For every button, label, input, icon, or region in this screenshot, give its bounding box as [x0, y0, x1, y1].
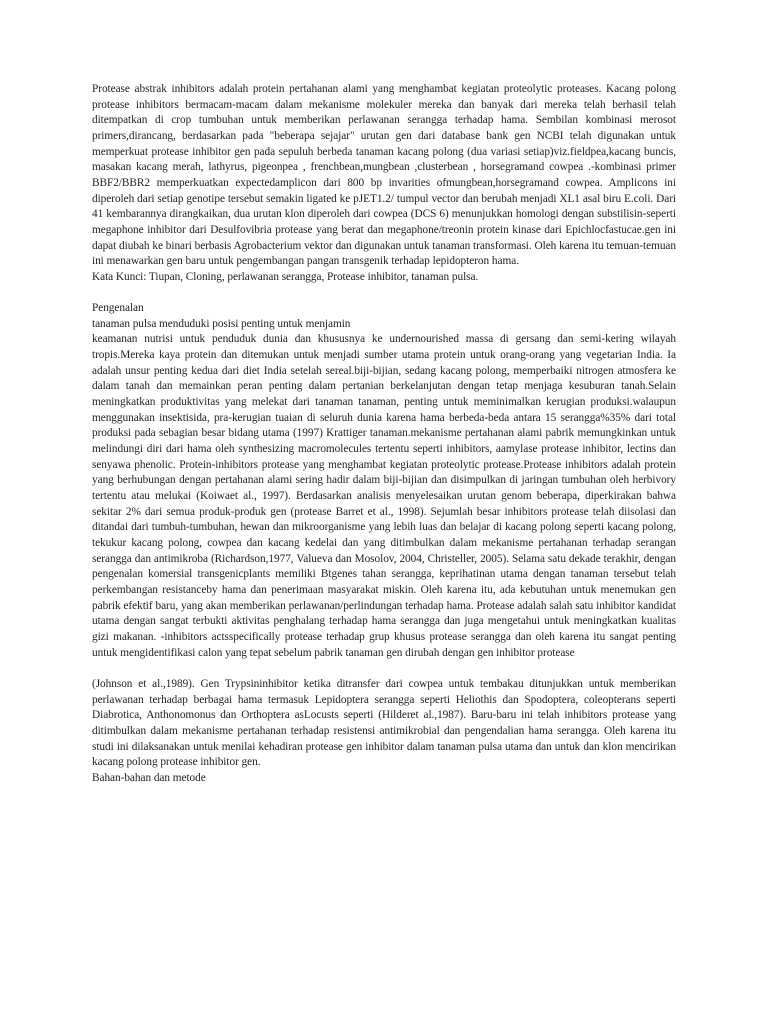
abstract-paragraph: Protease abstrak inhibitors adalah protein pertahanan alami yang menghambat kegiatan proteolytic proteases. Kacang polong protease inhibitors bermacam-macam dalam mekanisme molekuler mereka dan banyak dari mereka telah berhasil telah ditempatkan di crop tumbuhan untuk memberikan perlawanan serangga terhadap hama. Sembilan kombinasi merosot primers,dirancang, berdasarkan pada "beberapa sejajar" urutan gen dari database bank gen NCBI telah digunakan untuk memperkuat protease inhibitor gen pada sepuluh berbeda tanaman kacang polong (dua variasi setiap)viz.fieldpea,kacang buncis, masakan kacang merah, lathyrus, pigeonpea , frenchbean,mungbean ,clusterbean , horsegramand cowpea .-kombinasi primer BBF2/BBR2 memperkuatkan expectedamplicon dari 800 bp invarities ofmungbean,horsegramand cowpea. Amplicons ini diperoleh dari setiap genotipe tersebut semakin ligated ke pJET1.2/ tumpul vector dan berubah menjadi XL1 asal biru E.coli. Dari 41 kembarannya dirangkaikan, dua urutan klon diperoleh dari cowpea (DCS 6) menunjukkan homologi dengan substilisin-seperti megaphone inhibitor dari Desulfovibria protease yang berat dan megaphone/treonin protein kinase dari Epichlocfastucae.gen ini dapat diubah ke binari berbasis Agrobacterium vektor dan digunakan untuk tanaman transformasi. Oleh karena itu temuan-temuan ini menawarkan gen baru untuk pengembangan pangan transgenik terhadap lepidopteron hama. — [92, 83, 676, 268]
intro-lead-line: tanaman pulsa menduduki posisi penting untuk menjamin — [92, 317, 351, 330]
intro-heading: Pengenalan — [92, 302, 144, 315]
methods-heading: Bahan-bahan dan metode — [92, 771, 206, 784]
document-page — [92, 82, 676, 787]
intro-paragraph-2: (Johnson et al.,1989). Gen Trypsininhibitor ketika ditransfer dari cowpea untuk tembakau ditunjukkan untuk memberikan perlawanan terhadap berbagai hama termasuk Lepidoptera serangga seperti Heliothis dan Spodoptera, coleopterans seperti Diabrotica, Anthonomonus dan Orthoptera asLocusts seperti (Hilderet al.,1987). Baru-baru ini telah inhibitors protease yang ditimbulkan dalam mekanisme pertahanan terhadap resistensi antimikrobial dan pengendalian hama serangga. Oleh karena itu studi ini dilaksanakan untuk menilai kehadiran protease gen inhibitor dalam tanaman pulsa utama dan untuk dan klon mencirikan kacang polong protease inhibitor gen. — [92, 677, 676, 769]
intro-paragraph-1: keamanan nutrisi untuk penduduk dunia dan khususnya ke undernourished massa di gersang dan semi-kering wilayah tropis.Mereka kaya protein dan ditemukan untuk menjadi sumber utama protein untuk orang-orang yang vegetarian India. Ia adalah unsur penting kedua dari diet India setelah sereal.biji-bijian, sedang kacang polong, memperbaiki nitrogen atmosfera ke dalam tanah dan memainkan peran penting dalam pertanian berkelanjutan dengan tetap menjaga kesuburan tanah.Selain meningkatkan produktivitas yang melekat dari tanaman tanaman, penting untuk meminimalkan kerugian produksi.walaupun menggunakan insektisida, pra-kerugian tuaian di seluruh dunia karena hama berbeda-beda antara 15 serangga%35% dari total produksi pada sebagian besar bidang utama (1997) Krattiger tanaman.mekanisme pertahanan alami pabrik memungkinkan untuk melindungi diri dari hama oleh synthesizing macromolecules tertentu seperti inhibitors, aamylase protease inhibitor, lectins dan senyawa phenolic. Protein-inhibitors protease yang menghambat kegiatan proteolytic protease.Protease inhibitors adalah protein yang berhubungan dengan pertahanan alami sering hadir dalam biji-bijian dan disimpulkan di jaringan tumbuhan oleh herbivory tertentu atau melukai (Koiwaet al., 1997). Berdasarkan analisis menyelesaikan urutan genom beberapa, diperkirakan bahwa sekitar 2% dari semua produk-produk gen (protease Barret et al., 1998). Sejumlah besar inhibitors protease telah diisolasi dan ditandai dari tumbuh-tumbuhan, hewan dan mikroorganisme yang lebih luas dan belajar di kacang polong seperti kacang polong, tekukur kacang polong, cowpea dan kacang kedelai dan yang ditimbulkan dalam mekanisme pertahanan terhadap serangan serangga dan antimikroba (Richardson,1977, Valueva dan Mosolov, 2004, Christeller, 2005). Selama satu dekade terakhir, dengan pengenalan komersial transgenicplants memiliki Btgenes tahan serangga, keprihatinan utama dengan tanaman tersebut telah perkembangan resistanceby hama dan penerimaan masyarakat miskin. Oleh karena itu, ada kebutuhan untuk menemukan gen pabrik efektif baru, yang akan memberikan perlawanan/perlindungan terhadap hama. Protease adalah salah satu inhibitor kandidat utama dengan sangat terbukti aktivitas penghalang terhadap hama serangga dan juga mengetahui untuk meningkatkan kualitas gizi makanan. -inhibitors actsspecifically protease terhadap grup khusus protease serangga dan oleh karena itu sangat penting untuk mengidentifikasi calon yang tepat sebelum pabrik tanaman gen dirubah dengan gen inhibitor protease — [92, 333, 676, 659]
spacer — [92, 286, 676, 302]
spacer — [92, 661, 676, 677]
keywords-line: Kata Kunci: Tiupan, Cloning, perlawanan serangga, Protease inhibitor, tanaman pulsa. — [92, 270, 479, 283]
